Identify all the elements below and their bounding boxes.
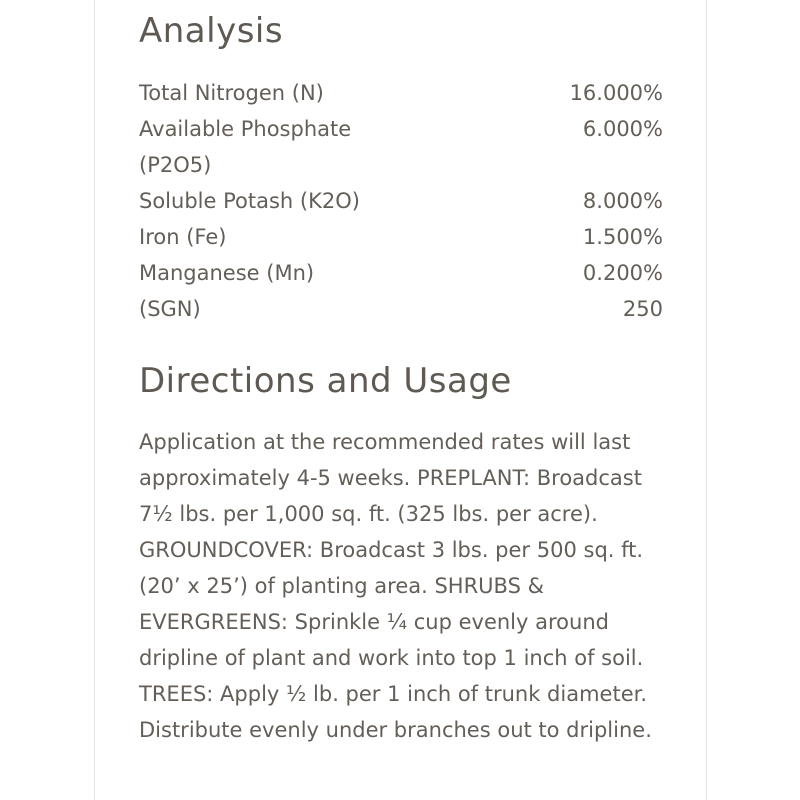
nutrient-value: 6.000% — [582, 117, 663, 141]
table-row — [139, 111, 663, 183]
directions-paragraph: Application at the recommended rates will last approximately 4-5 weeks. PREPLANT: Broadcast 7½ lbs. per 1,000 sq. ft. (325 lbs. per acre). GROUNDCOVER: Broadcast 3 lbs. per 500 sq. ft. (20’ x 25’) of planting area. SHRUBS & EVERGREENS: Sprinkle ¼ cup evenly around dripline of plant and work into top 1 inch of soil. TREES: Apply ½ lb. per 1 inch of trunk diameter. Distribute evenly under branches out to dripline. — [139, 430, 652, 742]
nutrient-value: 1.500% — [582, 225, 663, 249]
table-row — [139, 255, 663, 291]
nutrient-value: 16.000% — [569, 81, 663, 105]
table-row — [139, 219, 663, 255]
nutrient-value: 8.000% — [582, 189, 663, 213]
analysis-table — [139, 75, 663, 327]
nutrient-name: Total Nitrogen (N) — [139, 81, 324, 105]
directions-heading: Directions and Usage — [139, 361, 512, 401]
analysis-heading: Analysis — [139, 11, 284, 51]
nutrient-name: (SGN) — [139, 297, 201, 321]
table-row — [139, 183, 663, 219]
nutrient-name: Available Phosphate (P2O5) — [139, 117, 352, 177]
nutrient-value: 250 — [622, 297, 663, 321]
nutrient-value: 0.200% — [582, 261, 663, 285]
right-divider — [706, 0, 707, 800]
left-divider — [94, 0, 95, 800]
nutrient-name: Soluble Potash (K2O) — [139, 189, 360, 213]
nutrient-name: Manganese (Mn) — [139, 261, 315, 285]
table-row — [139, 75, 663, 111]
table-row — [139, 291, 663, 327]
nutrient-name: Iron (Fe) — [139, 225, 227, 249]
